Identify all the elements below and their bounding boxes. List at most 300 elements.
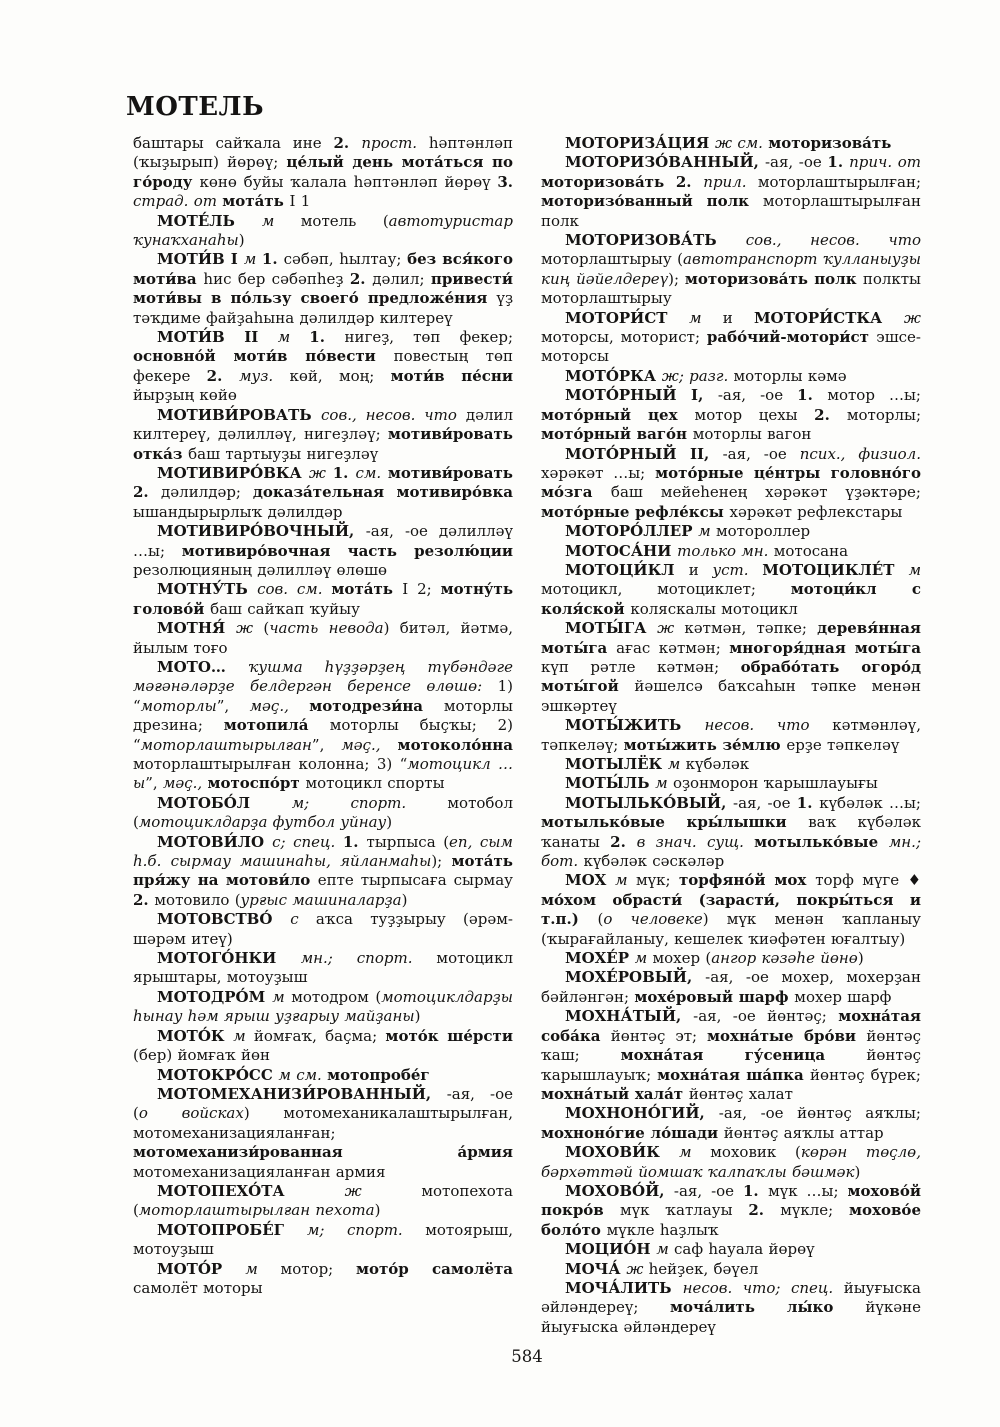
text-segment: йөнтәҫ ҡаш; (541, 1026, 921, 1065)
text-segment: 1. (309, 328, 345, 347)
text-segment: МОТОДРО́М (157, 987, 273, 1006)
text-segment: ж (344, 1181, 422, 1200)
text-segment: епте тырпысаға сырмау (317, 871, 513, 890)
text-segment: с; спец. (272, 832, 343, 851)
dictionary-entry (541, 1260, 921, 1279)
text-segment: МОТИВИРО́ВОЧНЫЙ, (157, 522, 366, 541)
text-segment: моховик ( (710, 1143, 801, 1162)
text-segment: мотороллер (715, 522, 811, 541)
text-segment: моторлаштырыу ( (541, 250, 684, 269)
text-segment: сов., несов. что (745, 231, 921, 250)
text-segment: м (908, 560, 921, 579)
text-segment: мотобол ( (133, 793, 513, 832)
dictionary-entry (133, 406, 513, 464)
text-segment: МОХЕ́Р (565, 949, 635, 968)
text-segment: мохна́тый хала́т (541, 1084, 689, 1103)
text-segment: дәлилдәр; (161, 483, 253, 502)
text-segment: мотор …ы; (827, 386, 921, 405)
dictionary-entry (133, 1085, 513, 1182)
dictionary-entry (133, 250, 513, 328)
text-segment: МОТОЦИ́КЛ (565, 560, 689, 579)
text-segment: 2. (814, 405, 847, 424)
text-segment: -ая, -ое мохер, мохерҙан бәйләнгән; (541, 968, 921, 1006)
text-segment: МОТЫ́ЛЬ (565, 774, 656, 793)
text-segment: обрабо́тать огоро́д моты́гой (541, 657, 921, 696)
text-segment: һис бер сәбәпһеҙ (203, 269, 350, 288)
text-segment: м (243, 250, 262, 269)
text-segment: МОТОРИЗО́ВАННЫЙ, (565, 153, 765, 172)
text-segment: мотодрези́на (309, 696, 444, 715)
text-segment: мота́ть (222, 192, 290, 211)
text-segment: 1. (796, 793, 820, 812)
text-segment: күп рәтле кәтмән; (541, 657, 741, 676)
text-segment: ) мотомеханикалаштырылған, мотомеханизацияланған; (133, 1104, 513, 1142)
text-segment: прост. (361, 134, 429, 152)
text-segment: о человеке (603, 910, 703, 929)
text-segment: мото́р самолёта (355, 1259, 513, 1278)
text-segment: ерҙе тәпкеләү (786, 735, 900, 754)
text-segment: МОТОСА́НИ (565, 541, 678, 560)
dictionary-entry (133, 833, 513, 911)
dictionary-entry (541, 542, 921, 561)
text-segment: моторлы дрезина; (133, 696, 513, 735)
text-segment: МОЦИО́Н (565, 1240, 657, 1259)
text-segment: йөнтәҫ ҡарышлауыҡ; (541, 1046, 921, 1084)
text-segment: -ая, -ое йөнтәҫ; (693, 1007, 839, 1026)
dictionary-entry (541, 871, 921, 949)
text-segment: ) (386, 813, 393, 832)
text-segment: мохер ( (652, 949, 712, 968)
dictionary-entry (541, 153, 921, 231)
text-segment: моторлы кәмә (733, 366, 847, 385)
text-segment: см. (355, 463, 388, 482)
text-segment: м (233, 1026, 254, 1045)
text-segment: м см. (278, 1065, 328, 1084)
text-segment: полкты моторлаштырыу (541, 269, 921, 308)
text-segment: 1. (797, 386, 828, 405)
text-segment: МОТЫ́ЖИТЬ (565, 716, 705, 735)
text-segment: мохна́тая гу́сеница (620, 1046, 867, 1065)
dictionary-entry (541, 968, 921, 1007)
text-segment: мотоциклдарҙы һынау һәм ярыш уҙғарыу майҙаны (133, 987, 513, 1026)
dictionary-entry (133, 580, 513, 619)
text-segment: м (655, 774, 673, 793)
text-segment: псих., физиол. (799, 444, 921, 463)
text-segment: мотопробе́г (327, 1065, 430, 1084)
text-segment: мотомеханизацияланған армия (133, 1162, 386, 1181)
text-segment: ) (374, 1201, 381, 1220)
text-segment: МОТОГО́НКИ (157, 949, 301, 968)
text-segment: мотопехота ( (133, 1181, 513, 1220)
text-segment: МОТОКРО́СС (157, 1065, 279, 1084)
text-segment: МОТОЦИКЛЕ́Т (762, 560, 909, 579)
text-segment: мото́рный цех (541, 405, 695, 424)
text-segment: йөнтәҫ эт; (610, 1026, 708, 1045)
text-segment: ангор кәзәһе йөнө (711, 949, 858, 968)
text-segment: (бер) йомғаҡ йөн (133, 1046, 271, 1065)
text-segment: МОТО́Р (157, 1259, 246, 1278)
dictionary-entry (541, 367, 921, 386)
dictionary-entry (541, 716, 921, 755)
text-segment: МОТО́К (157, 1026, 234, 1045)
text-segment: мохово́й покро́в (541, 1181, 921, 1220)
text-segment: мотну́ть голово́й (133, 580, 513, 618)
dictionary-entry (133, 1260, 513, 1299)
text-segment: м (615, 871, 637, 890)
text-segment: МОХОВИ́К (565, 1143, 680, 1162)
text-segment: 1) “ (133, 677, 513, 715)
text-segment: мн.; бот. (541, 832, 921, 871)
text-segment: көй, моң; (289, 366, 391, 385)
dictionary-entry (133, 910, 513, 949)
text-segment: коляскалы мотоцикл (630, 599, 798, 618)
text-segment: резолюцияның дәлилләү өлөшө (133, 560, 388, 579)
text-segment: ж (308, 463, 333, 482)
text-segment: автотуристар ҡунаҡханаһы (133, 211, 513, 250)
text-segment: 1. (827, 153, 850, 172)
dictionary-entry (133, 522, 513, 580)
text-segment: хәрәкәт …ы; (541, 463, 656, 482)
text-segment: моторсы, моторист; (541, 328, 707, 347)
text-segment: мәҫ., (341, 735, 398, 754)
text-segment: прич. от (849, 153, 921, 172)
text-segment: тырпыса ( (366, 832, 450, 851)
dictionary-entry (133, 1182, 513, 1221)
text-segment: ♦ мо́хом обрасти́ (зарасти́, покры́ться и т.п.) (541, 871, 922, 929)
text-segment: моторлаштырылған пехота (138, 1201, 375, 1220)
text-segment: автотранспорт ҡулланыуҙы киң йәйелдереү (541, 250, 921, 288)
text-segment: 2. (349, 269, 373, 288)
text-segment: муз. (239, 366, 290, 385)
text-segment: без вся́кого моти́ва (133, 250, 513, 288)
text-segment: баш мейеһенең хәрәкәт үҙәктәре; (610, 483, 921, 502)
text-segment: ж; разг. (661, 366, 734, 385)
text-segment: МОТЕ́ЛЬ (157, 211, 262, 230)
text-segment: -ая, -ое ( (133, 1084, 513, 1123)
text-segment: МОТО… (157, 657, 249, 676)
text-segment: мото́рные рефле́ксы (541, 502, 730, 521)
text-segment: мотор; (280, 1259, 356, 1278)
text-segment: мохноно́гие ло́шади (541, 1123, 724, 1142)
dictionary-entry (541, 1182, 921, 1240)
text-segment: МОТОВИ́ЛО (157, 832, 273, 851)
text-segment: ж см. (715, 134, 769, 152)
text-segment: моторлы (140, 696, 217, 715)
text-segment: урғыс машиналарҙа (240, 890, 402, 909)
text-segment: мота́ть пря́жу на мотови́ло (133, 852, 513, 890)
text-segment: моторизова́ть полк (684, 269, 863, 288)
text-segment: и (688, 560, 713, 579)
text-segment: күбәләк …ы; (819, 793, 921, 812)
text-segment: ) (857, 949, 864, 968)
text-segment: мотомеханизи́рованная а́рмия (133, 1143, 513, 1162)
text-segment: ”, (311, 735, 342, 754)
text-segment: -ая, -ое (733, 793, 797, 812)
text-segment: МОТЫ́ГА (565, 619, 658, 638)
dictionary-entry (133, 1066, 513, 1085)
text-segment: мүкле; (780, 1201, 850, 1220)
text-segment: мотиви́ровать 2. (133, 463, 513, 502)
text-segment: мотоцикл …ы (133, 755, 513, 793)
text-segment: МОХ (565, 871, 616, 890)
text-segment: ваҡ күбәләк ҡанаты (541, 813, 921, 851)
text-segment: дәлил килтереү, дәлилләү, нигеҙләү; (133, 405, 513, 444)
dictionary-entry (541, 949, 921, 968)
text-segment: торф мүге (815, 871, 908, 890)
text-segment: хәрәкәт рефлекстары (729, 502, 903, 521)
text-segment: һейҙек, бәүел (648, 1259, 759, 1278)
text-segment: -ая, -ое йөнтәҫ аяҡлы; (718, 1104, 921, 1123)
text-segment: МОТОРИ́СТ (565, 308, 690, 327)
text-segment: күбәләк (685, 755, 750, 773)
text-segment: мотодром ( (291, 987, 382, 1006)
text-segment: самолёт моторы (133, 1278, 263, 1297)
dictionary-entry (541, 561, 921, 619)
text-segment: основно́й моти́в по́вести (133, 347, 394, 366)
text-segment: мотор цехы (694, 405, 815, 424)
text-segment: мохна́тая соба́ка (541, 1007, 921, 1045)
dictionary-entry (541, 309, 921, 367)
text-segment: це́лый день мота́ться по го́роду (133, 153, 513, 191)
text-segment: м; спорт. (291, 793, 448, 812)
text-segment: ) битәл, йәтмә, йылым тоғо (133, 619, 513, 657)
text-segment: йөнтәҫ аяҡлы аттар (723, 1123, 884, 1142)
text-segment: нигеҙ, төп фекер; (344, 328, 513, 347)
left-column (133, 134, 513, 1298)
text-segment: МОТНЯ́ (157, 619, 236, 638)
text-segment: мота́ть (331, 580, 403, 599)
text-segment: көрән төҫлө, бәрхәттәй йомшаҡ ҡалпаҡлы бәшмәк (541, 1143, 921, 1181)
text-segment: повестың төп фекере (133, 347, 514, 385)
text-segment: мотоспо́рт (207, 774, 306, 793)
text-segment: мохе́ровый шарф (634, 987, 795, 1006)
text-segment: үҙ тәҡдиме файҙаһына дәлилдәр килтереү (133, 289, 513, 327)
text-segment: моторлаштырылған (140, 735, 312, 754)
text-segment: кәтмән, тәпке; (684, 619, 818, 638)
text-segment: мохна́тая ша́пка (657, 1065, 811, 1084)
dictionary-entry (541, 1279, 921, 1337)
text-segment: моторизова́ть (768, 134, 892, 152)
text-segment: о войсках (138, 1104, 244, 1123)
text-segment: 2. (748, 1201, 781, 1220)
text-segment: МОТО́РКА (565, 366, 662, 385)
text-segment: мохна́тые бро́ви (707, 1026, 867, 1045)
text-segment: ( (597, 910, 604, 929)
text-segment: баш тартыуҙы нигеҙләү (188, 444, 379, 463)
text-segment: -ая, -ое (722, 444, 800, 463)
text-segment: м (634, 949, 653, 968)
text-segment: ) мүк менән ҡапланыу (ҡырағайланыу, кешелек ҡиәфәтен юғалтыу) (541, 910, 922, 948)
text-segment: -ая, -ое дәлилләү …ы; (133, 522, 513, 560)
text-segment: мүк ҡатлауы (619, 1201, 749, 1220)
text-segment: баш сайҡап ҡуйыу (210, 599, 360, 618)
text-segment: моторлаштырылған; (757, 172, 922, 191)
text-segment: ) (401, 890, 408, 909)
text-segment: көнө буйы ҡалала һәптәнләп йөрөү (199, 172, 498, 191)
text-segment: 2. (610, 832, 637, 851)
text-segment: мотоцикл спорты (305, 774, 445, 793)
text-segment: һәптәнләп (ҡыҙырып) йөрөү; (133, 134, 513, 172)
text-segment: прил. (703, 172, 758, 191)
text-segment: МОТИ́В I (157, 250, 244, 269)
text-segment: моторлы; (846, 405, 921, 424)
text-segment: 2. (333, 134, 362, 152)
text-segment: 2. (133, 890, 155, 909)
text-segment: мотоци́кл с коля́ской (541, 580, 921, 618)
text-segment: күбәләк сәскәләр (583, 852, 725, 871)
dictionary-entry (541, 231, 921, 309)
dictionary-entry (133, 328, 513, 406)
text-segment: мүк; (636, 871, 679, 890)
text-segment: привести́ моти́вы в по́льзу своего́ предложе́ния (133, 269, 513, 308)
text-segment: мотель ( (300, 211, 389, 230)
text-segment: еп, сым һ.б. сырмау машинаһы, яйланмаһы (133, 832, 513, 871)
dictionary-entry (133, 794, 513, 833)
dictionary-entry (541, 1240, 921, 1259)
text-segment: МОТИВИ́РОВАТЬ (157, 405, 322, 424)
page-number: 584 (511, 1347, 543, 1367)
text-segment: мотоколо́нна (397, 735, 513, 754)
text-segment: моторлы вагон (692, 425, 812, 444)
text-segment: мотоярыш, мотоуҙыш (133, 1220, 513, 1259)
text-segment: ) (238, 231, 245, 250)
text-segment: МОТО́РНЫЙ I, (565, 386, 718, 405)
text-segment: йәшелсә баҡсаһын тәпке менән эшкәртеү (541, 677, 921, 715)
text-block (133, 134, 921, 1337)
text-segment: уст. (712, 560, 763, 579)
text-segment: мотивиро́вочная часть резолю́ции (181, 541, 513, 560)
text-segment: несов. что; спец. (682, 1278, 844, 1297)
text-segment: 2. (206, 366, 240, 385)
dictionary-entry (541, 619, 921, 716)
text-segment: МОТОРИЗОВА́ТЬ (565, 231, 746, 250)
text-segment: МОТОПЕХО́ТА (157, 1181, 345, 1200)
text-segment: деревя́нная моты́га (541, 619, 922, 657)
text-segment: дәлил; (372, 269, 431, 288)
text-segment: йыуғыска әйләндереү; (541, 1278, 921, 1317)
dictionary-entry (541, 794, 921, 872)
text-segment: йырҙың көйө (133, 386, 237, 405)
text-segment: мотоцикл, мотоциклет; (541, 580, 791, 599)
text-segment: мото́рный ваго́н (541, 425, 693, 444)
text-segment: ж (657, 619, 685, 638)
right-column (541, 134, 921, 1337)
text-segment: 1. (261, 250, 284, 269)
text-segment: МОХНОНО́ГИЙ, (565, 1104, 719, 1123)
text-segment: -ая, -ое (764, 153, 828, 172)
text-segment: 1. (332, 463, 356, 482)
text-segment: МОТОПРОБЕ́Г (157, 1220, 307, 1239)
text-segment: мото́рные це́нтры головно́го мо́зга (541, 463, 921, 502)
text-segment: м (277, 328, 310, 347)
dictionary-entry (133, 212, 513, 251)
text-segment: баштары сайҡала ине (133, 134, 334, 152)
text-segment: -ая, -ое (717, 386, 798, 405)
text-segment: МОТИ́В II (157, 328, 278, 347)
text-segment: мотоциклдарҙа футбол уйнау (138, 813, 387, 832)
dictionary-entry (541, 134, 921, 153)
text-segment: моторлаштырылған колонна; 3) “ (133, 755, 408, 773)
text-segment: МОХОВО́Й, (565, 1181, 674, 1200)
dictionary-entry (541, 1104, 921, 1143)
guide-word: МОТЕЛЬ (126, 92, 265, 122)
text-segment: часть невода (269, 619, 384, 638)
text-segment: мәҫ., (249, 696, 310, 715)
text-segment: м (272, 987, 292, 1006)
dictionary-entry (541, 1007, 921, 1104)
dictionary-entry (133, 658, 513, 794)
text-segment: доказа́тельная мотивиро́вка (252, 483, 513, 502)
text-segment: МОТО́РНЫЙ II, (565, 444, 723, 463)
text-segment: м (698, 522, 716, 541)
text-segment: мәҫ., (162, 774, 208, 793)
text-segment: с (290, 910, 316, 929)
text-segment: м; спорт. (307, 1220, 426, 1239)
text-segment: ) (414, 1007, 421, 1026)
text-segment: ”, (145, 774, 163, 793)
text-segment: многоря́дная моты́га (729, 638, 921, 657)
text-segment: МОТОРИЗА́ЦИЯ (565, 134, 716, 152)
text-segment: МОЧА́ЛИТЬ (565, 1278, 683, 1297)
text-segment: МОТОБО́Л (157, 793, 292, 812)
text-segment: мүкле һаҙлыҡ (606, 1220, 719, 1239)
dictionary-entry (541, 1143, 921, 1182)
text-segment: мотовило ( (154, 890, 241, 909)
text-segment: м (245, 1259, 281, 1278)
text-segment: оҙонморон ҡарышлауығы (672, 774, 878, 793)
text-segment: ); (431, 852, 452, 871)
text-segment: мотылько́вые (754, 832, 889, 851)
text-segment: I 1 (289, 192, 311, 211)
text-segment: МОЧА́ (565, 1259, 627, 1278)
text-segment: ҡушма һүҙҙәрҙең түбәндәге мәғәнәләрҙе белдергән беренсе өлөшө: (133, 657, 513, 696)
text-segment: ышандырырлыҡ дәлилдәр (133, 502, 343, 521)
dictionary-entry (541, 445, 921, 523)
text-segment: МОХНА́ТЫЙ, (565, 1007, 694, 1026)
text-segment: МОХЕ́РОВЫЙ, (565, 968, 706, 987)
text-segment: МОТОРО́ЛЛЕР (565, 522, 699, 541)
dictionary-entry (133, 1221, 513, 1260)
text-segment: м (679, 1143, 711, 1162)
dictionary-entry (541, 386, 921, 444)
text-segment: торфяно́й мох (679, 871, 816, 890)
text-segment: йөнтәҫ бүрек; (810, 1065, 921, 1084)
text-segment: ж (903, 308, 921, 327)
text-segment: МОТЫЛЬКО́ВЫЙ, (565, 793, 734, 812)
text-segment: ) (854, 1162, 861, 1181)
dictionary-entry (541, 755, 921, 774)
text-segment: моторлы быҫҡы; 2) “ (133, 716, 513, 754)
text-segment: моча́лить лы́ко (669, 1298, 866, 1317)
text-segment: мотоцикл ярыштары, мотоуҙыш (133, 949, 513, 987)
text-segment: рабо́чий-мотори́ст (706, 328, 877, 347)
text-segment: мотопила́ (223, 716, 330, 735)
text-segment: мото́к ше́рсти (385, 1026, 513, 1045)
text-segment: йөнтәҫ халат (688, 1084, 793, 1103)
text-segment: сов. см. (257, 580, 332, 599)
text-segment: моторлаштырылған полк (541, 192, 921, 230)
text-segment: только мн. (677, 541, 774, 560)
text-segment: несов. что (704, 716, 833, 735)
text-segment: м (261, 211, 301, 230)
text-segment: страд. от (133, 192, 223, 211)
text-segment: 1. (743, 1181, 769, 1200)
text-segment: I 2; (402, 580, 441, 599)
text-segment: -ая, -ое (673, 1181, 743, 1200)
text-segment: 3. (497, 172, 514, 191)
text-segment: мотылько́вые кры́лышки (541, 813, 809, 832)
text-segment: мохово́е боло́то (541, 1201, 921, 1239)
